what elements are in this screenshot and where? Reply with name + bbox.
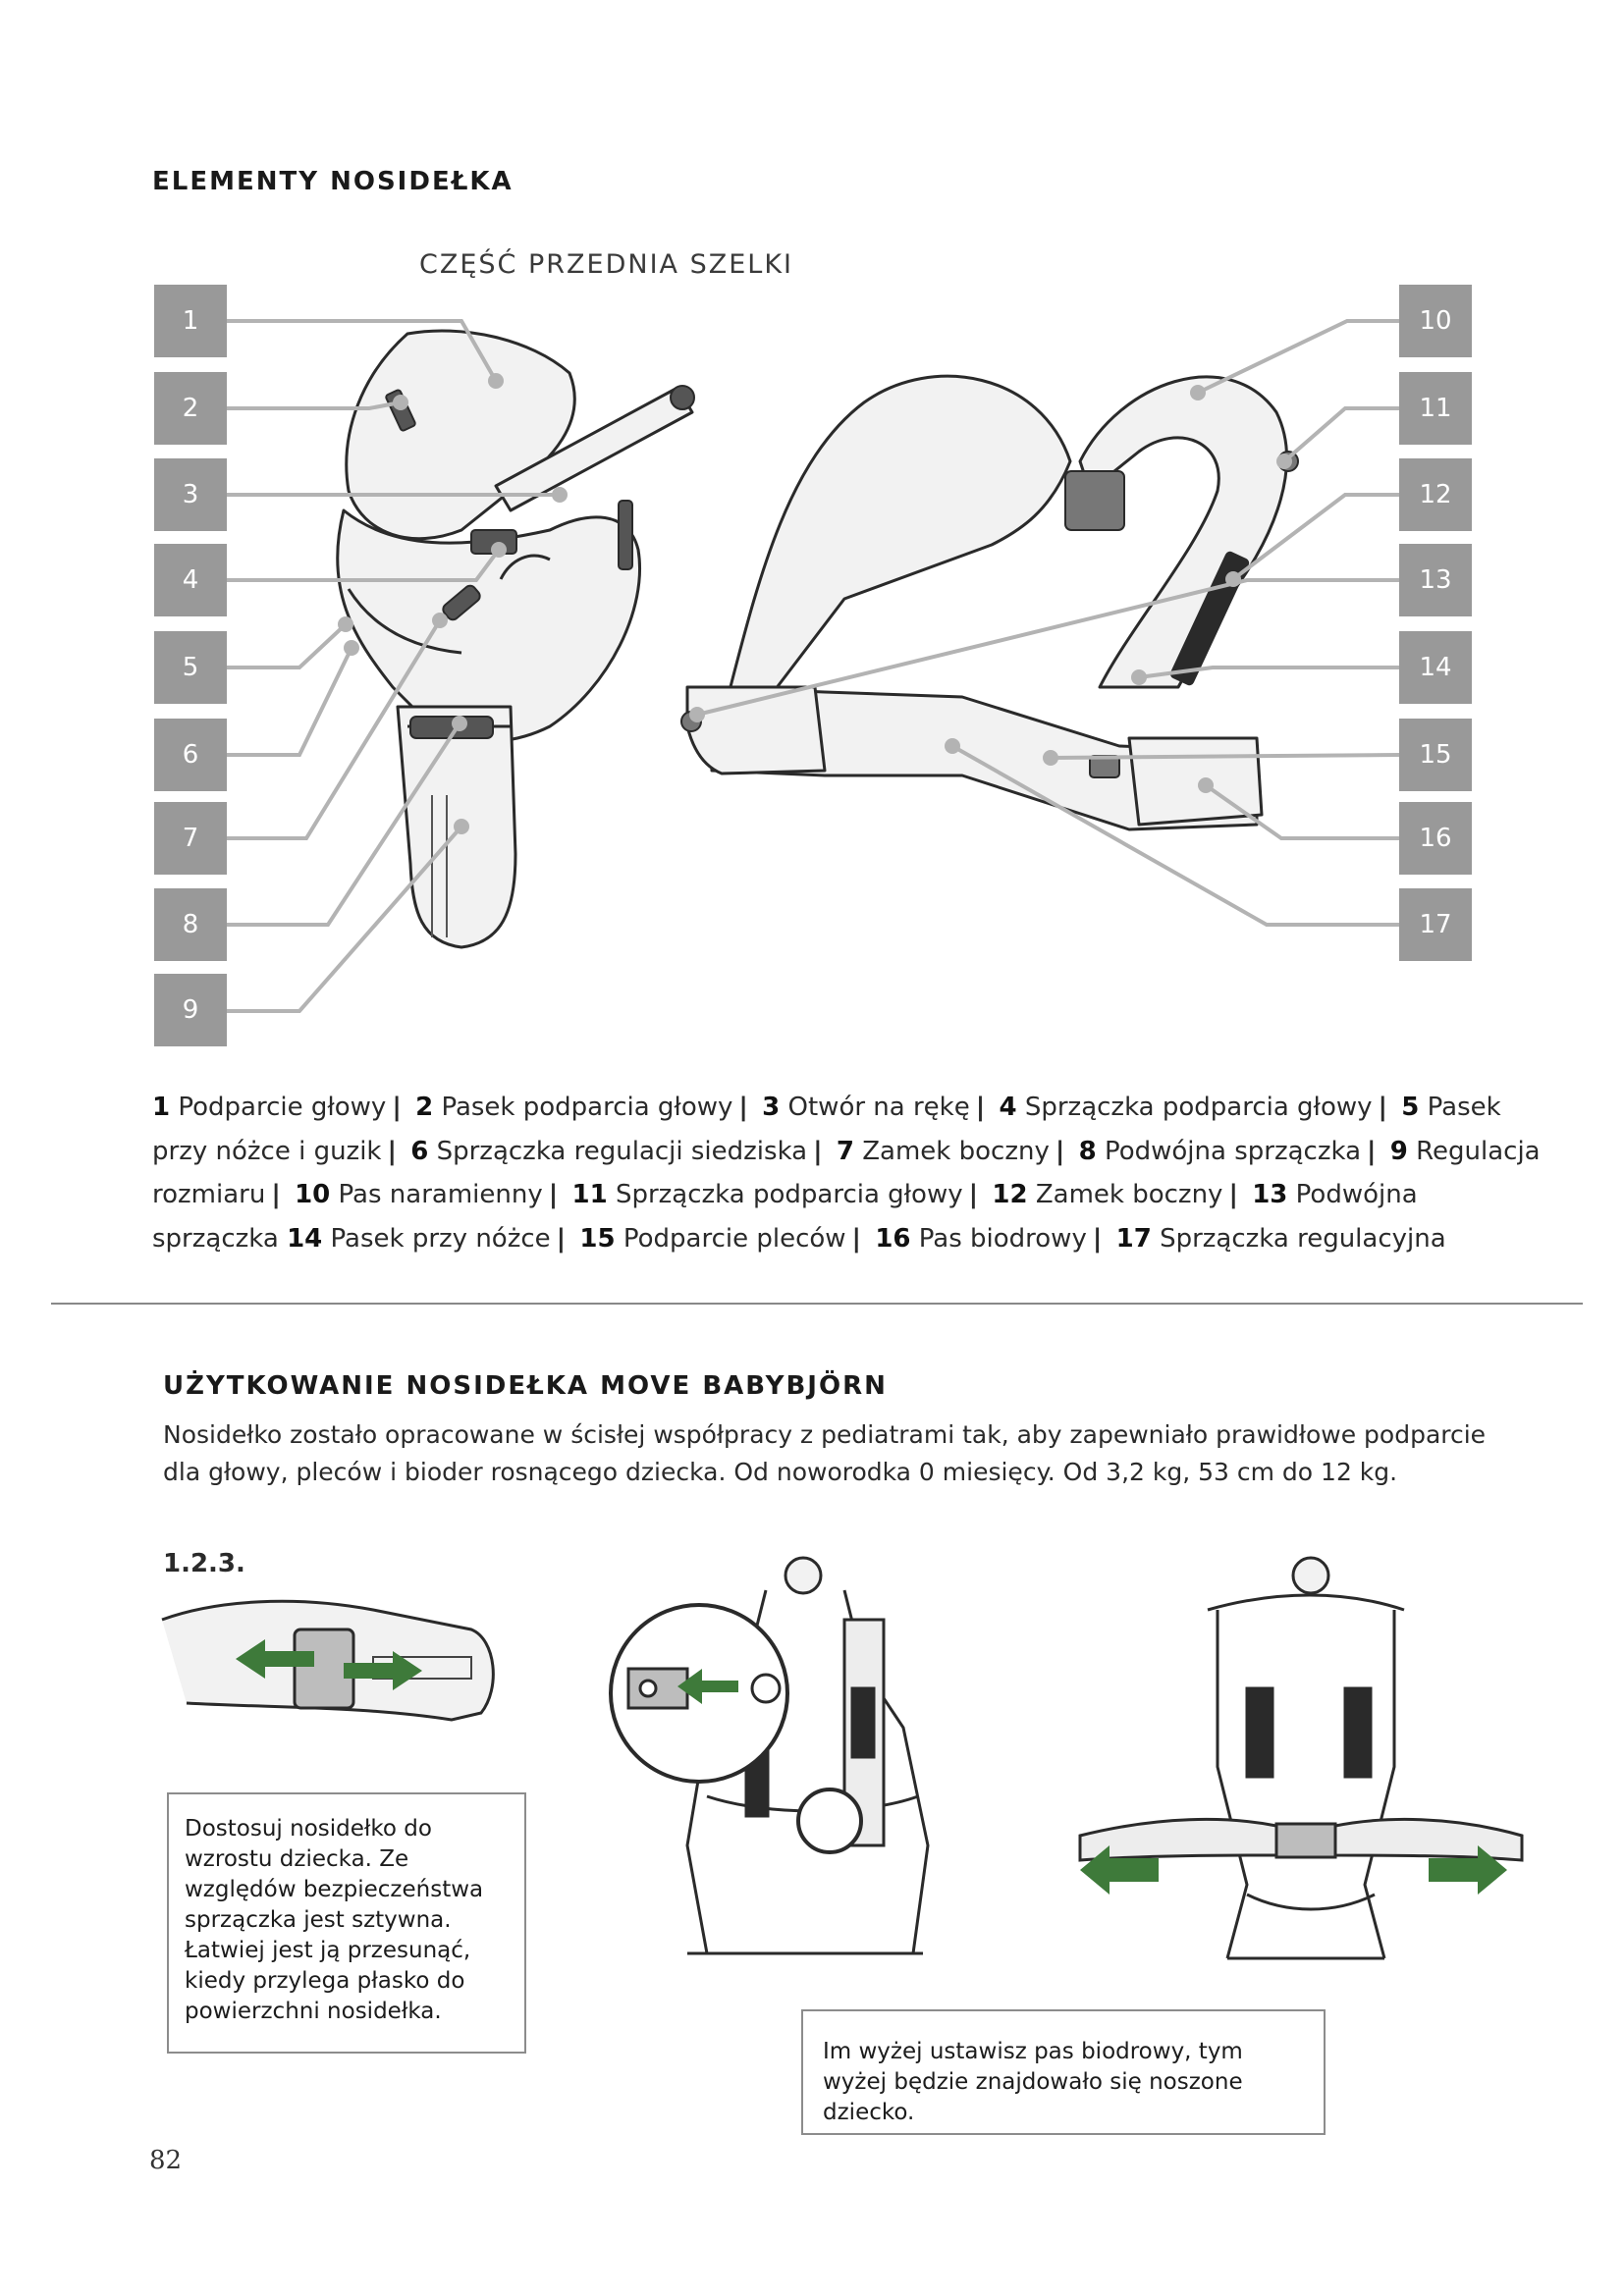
label-box-17: 17 — [1399, 888, 1472, 961]
section-heading-usage: UŻYTKOWANIE NOSIDEŁKA MOVE BABYBJÖRN — [163, 1371, 888, 1401]
label-box-9: 9 — [154, 974, 227, 1046]
note-box-left — [167, 1792, 526, 2054]
legend-num-2: 2 — [415, 1093, 434, 1122]
legend-num-15: 15 — [579, 1223, 616, 1254]
label-box-12: 12 — [1399, 458, 1472, 531]
legend-num-4: 4 — [999, 1093, 1017, 1122]
hip-belt-buckle-illustration — [611, 1558, 928, 1953]
legend-num-17: 17 — [1115, 1223, 1152, 1254]
legend-text-12: Zamek boczny — [1035, 1180, 1223, 1209]
legend-num-12: 12 — [992, 1180, 1028, 1209]
size-buckle-illustration — [162, 1601, 493, 1720]
legend-text-5: Pasek przy nóżce i guzik — [152, 1093, 1501, 1166]
hip-belt-height-illustration — [1080, 1558, 1522, 1958]
page-number: 82 — [149, 2146, 183, 2175]
note-left-text: Dostosuj nosidełko do wzrostu dziecka. Ze względów bezpieczeństwa sprzączka jest sztywna. Łatwiej jest ją przesunąć, kiedy przylega płasko do powierzchni nosidełka. — [185, 1816, 484, 2024]
label-box-13: 13 — [1399, 544, 1472, 616]
legend-text-3: Otwór na rękę — [787, 1093, 970, 1122]
label-box-16: 16 — [1399, 802, 1472, 875]
label-box-7: 7 — [154, 802, 227, 875]
label-box-14: 14 — [1399, 631, 1472, 704]
step-label: 1.2.3. — [163, 1549, 245, 1578]
label-box-8: 8 — [154, 888, 227, 961]
legend-num-7: 7 — [836, 1136, 854, 1166]
legend-text-8: Podwójna sprzączka — [1104, 1136, 1361, 1166]
legend-text-2: Pasek podparcia głowy — [441, 1093, 733, 1122]
label-box-11: 11 — [1399, 372, 1472, 445]
legend-text-15: Podparcie pleców — [623, 1223, 846, 1254]
legend-text-7: Zamek boczny — [862, 1136, 1050, 1166]
legend-num-13: 13 — [1252, 1180, 1288, 1209]
label-box-2: 2 — [154, 372, 227, 445]
legend-text-6: Sprzączka regulacji siedziska — [436, 1136, 808, 1166]
intro-paragraph: Nosidełko zostało opracowane w ścisłej współpracy z pediatrami tak, aby zapewniało prawidłowe podparcie dla głowy, pleców i bioder rosnącego dziecka. Od noworodka 0 miesięcy. Od 3,2 kg, 53 cm do 12 kg. — [163, 1420, 1487, 1486]
legend-num-16: 16 — [875, 1223, 911, 1254]
legend-text-13: Podwójna sprzączka — [152, 1180, 1418, 1254]
legend-text-17: Sprzączka regulacyjna — [1160, 1223, 1446, 1254]
legend-text-16: Pas biodrowy — [918, 1223, 1087, 1254]
legend-num-8: 8 — [1078, 1136, 1097, 1166]
note-box-right — [801, 2009, 1326, 2135]
legend-num-1: 1 — [152, 1093, 171, 1122]
label-box-10: 10 — [1399, 285, 1472, 357]
legend-num-5: 5 — [1401, 1093, 1420, 1122]
label-box-6: 6 — [154, 719, 227, 791]
legend-text-14: Pasek przy nóżce — [330, 1223, 551, 1254]
diagram-title: CZĘŚĆ PRZEDNIA SZELKI — [419, 249, 793, 280]
note-right-text: Im wyżej ustawisz pas biodrowy, tym wyżej będzie znajdowało się noszone dziecko. — [823, 2039, 1243, 2125]
legend-text-9: Regulacja rozmiaru — [152, 1136, 1541, 1209]
legend-text-4: Sprzączka podparcia głowy — [1024, 1093, 1373, 1122]
label-box-5: 5 — [154, 631, 227, 704]
legend-num-9: 9 — [1389, 1136, 1408, 1166]
parts-legend: 1 Podparcie głowy | 2 Pasek podparcia głowy | 3 Otwór na rękę | 4 Sprzączka podparcia głowy | 5 Pasek przy nóżce i guzik | 6 Sprzączka regulacji siedziska | 7 Zamek boczny | 8 Podwójna sprzączka | 9 Regulacja rozmiaru | 10 Pas naramienny | 11 Sprzączka podparcia głowy | 12 Zamek boczny | 13 Podwójna sprzączka 14 Pasek przy nóżce | 15 Podparcie pleców | 16 Pas biodrowy | 17 Sprzączka regulacyjna — [152, 1093, 1541, 1254]
label-box-3: 3 — [154, 458, 227, 531]
legend-num-14: 14 — [287, 1223, 323, 1254]
label-box-1: 1 — [154, 285, 227, 357]
section-heading-elements: ELEMENTY NOSIDEŁKA — [152, 167, 514, 196]
label-box-4: 4 — [154, 544, 227, 616]
label-box-15: 15 — [1399, 719, 1472, 791]
legend-text-10: Pas naramienny — [338, 1180, 543, 1209]
legend-num-11: 11 — [571, 1180, 608, 1209]
legend-text-11: Sprzączka podparcia głowy — [615, 1180, 963, 1209]
legend-text-1: Podparcie głowy — [178, 1093, 387, 1122]
legend-num-10: 10 — [295, 1180, 331, 1209]
legend-num-6: 6 — [410, 1136, 429, 1166]
legend-num-3: 3 — [762, 1093, 781, 1122]
